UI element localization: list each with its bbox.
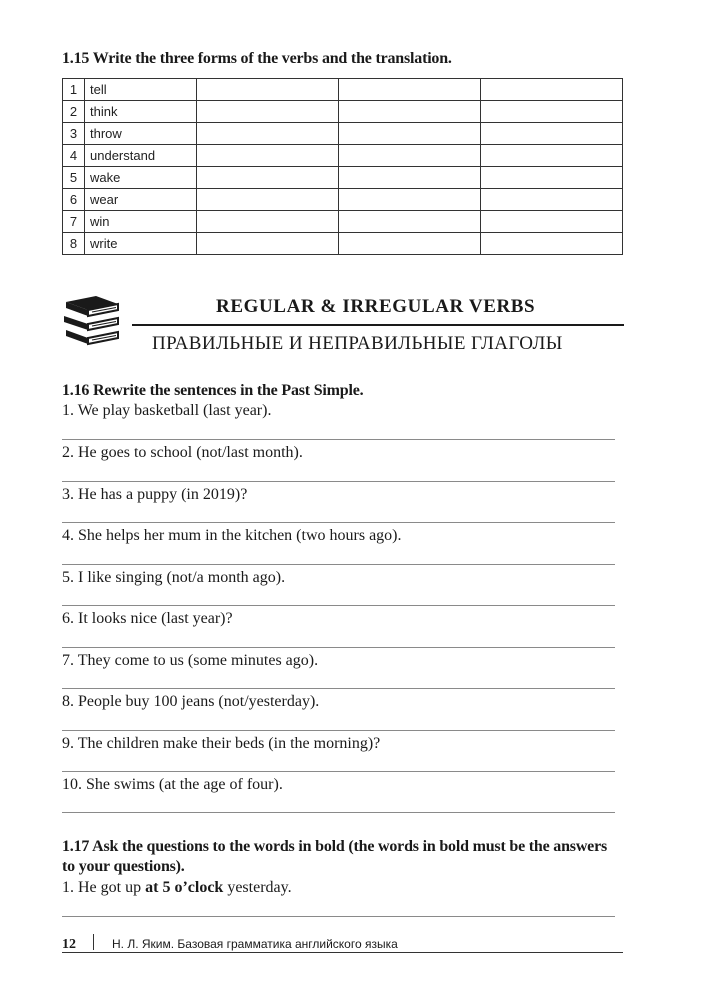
row-number: 5 <box>63 167 85 189</box>
table-row <box>63 101 623 123</box>
row-number: 3 <box>63 123 85 145</box>
translation-cell[interactable] <box>481 79 623 101</box>
translation-cell[interactable] <box>481 101 623 123</box>
answer-line-2[interactable] <box>62 481 615 482</box>
answer-line-10[interactable] <box>62 812 615 813</box>
sentence-6: 6. It looks nice (last year)? <box>62 610 233 627</box>
sentence-text-before: 1. He got up <box>62 879 146 896</box>
table-row <box>63 233 623 255</box>
sentence-3: 3. He has a puppy (in 2019)? <box>62 486 248 503</box>
table-row <box>63 211 623 233</box>
sentence-2: 2. He goes to school (not/last month). <box>62 444 303 461</box>
past-simple-cell[interactable] <box>197 211 339 233</box>
footer-divider <box>62 952 623 953</box>
translation-cell[interactable] <box>481 189 623 211</box>
verb-cell: wake <box>85 167 197 189</box>
past-simple-cell[interactable] <box>197 145 339 167</box>
row-number: 4 <box>63 145 85 167</box>
books-icon <box>62 292 120 350</box>
verb-cell: win <box>85 211 197 233</box>
answer-line-4[interactable] <box>62 564 615 565</box>
sentence-7: 7. They come to us (some minutes ago). <box>62 652 319 669</box>
answer-line-1[interactable] <box>62 439 615 440</box>
answer-line-7[interactable] <box>62 688 615 689</box>
sentence-8: 8. People buy 100 jeans (not/yesterday). <box>62 693 320 710</box>
past-participle-cell[interactable] <box>339 167 481 189</box>
section-title-en: REGULAR & IRREGULAR VERBS <box>216 296 536 317</box>
footer-separator <box>93 934 94 950</box>
sentence-5: 5. I like singing (not/a month ago). <box>62 569 286 586</box>
verb-forms-table <box>62 78 623 255</box>
row-number: 7 <box>63 211 85 233</box>
verb-cell: write <box>85 233 197 255</box>
sentence-1: 1. We play basketball (last year). <box>62 402 272 419</box>
section-title-ru: ПРАВИЛЬНЫЕ И НЕПРАВИЛЬНЫЕ ГЛАГОЛЫ <box>152 333 563 354</box>
past-simple-cell[interactable] <box>197 233 339 255</box>
answer-line-3[interactable] <box>62 522 615 523</box>
past-simple-cell[interactable] <box>197 79 339 101</box>
ex115-heading: 1.15 Write the three forms of the verbs and the translation. <box>62 50 452 67</box>
page-number: 12 <box>62 937 76 952</box>
translation-cell[interactable] <box>481 211 623 233</box>
sentence-10: 10. She swims (at the age of four). <box>62 776 283 793</box>
verb-cell: throw <box>85 123 197 145</box>
ex117-sentence-1 <box>62 878 292 898</box>
table-row <box>63 123 623 145</box>
past-simple-cell[interactable] <box>197 189 339 211</box>
verb-cell: think <box>85 101 197 123</box>
past-participle-cell[interactable] <box>339 79 481 101</box>
table-row <box>63 145 623 167</box>
table-row <box>63 79 623 101</box>
row-number: 6 <box>63 189 85 211</box>
sentence-bold-answer: at 5 o’clock <box>145 879 224 896</box>
answer-line-9[interactable] <box>62 771 615 772</box>
ex117-heading-line1: 1.17 Ask the questions to the words in bold (the words in bold must be the answers <box>62 838 608 855</box>
translation-cell[interactable] <box>481 233 623 255</box>
ex117-heading-line2: to your questions). <box>62 858 185 875</box>
footer-book-title: Н. Л. Яким. Базовая грамматика английского языка <box>112 937 398 951</box>
past-participle-cell[interactable] <box>339 233 481 255</box>
sentence-text-after: yesterday. <box>223 879 292 896</box>
past-participle-cell[interactable] <box>339 189 481 211</box>
row-number: 1 <box>63 79 85 101</box>
ex116-heading: 1.16 Rewrite the sentences in the Past Simple. <box>62 382 364 399</box>
past-participle-cell[interactable] <box>339 123 481 145</box>
verb-cell: tell <box>85 79 197 101</box>
section-divider <box>132 324 624 326</box>
sentence-9: 9. The children make their beds (in the morning)? <box>62 735 381 752</box>
translation-cell[interactable] <box>481 145 623 167</box>
past-simple-cell[interactable] <box>197 101 339 123</box>
ex117-answer-line-1[interactable] <box>62 916 615 917</box>
past-participle-cell[interactable] <box>339 101 481 123</box>
past-participle-cell[interactable] <box>339 145 481 167</box>
table-row <box>63 167 623 189</box>
table-row <box>63 189 623 211</box>
translation-cell[interactable] <box>481 167 623 189</box>
past-simple-cell[interactable] <box>197 123 339 145</box>
translation-cell[interactable] <box>481 123 623 145</box>
answer-line-5[interactable] <box>62 605 615 606</box>
past-simple-cell[interactable] <box>197 167 339 189</box>
sentence-4: 4. She helps her mum in the kitchen (two hours ago). <box>62 527 402 544</box>
verb-cell: understand <box>85 145 197 167</box>
answer-line-6[interactable] <box>62 647 615 648</box>
past-participle-cell[interactable] <box>339 211 481 233</box>
row-number: 8 <box>63 233 85 255</box>
verb-cell: wear <box>85 189 197 211</box>
row-number: 2 <box>63 101 85 123</box>
answer-line-8[interactable] <box>62 730 615 731</box>
